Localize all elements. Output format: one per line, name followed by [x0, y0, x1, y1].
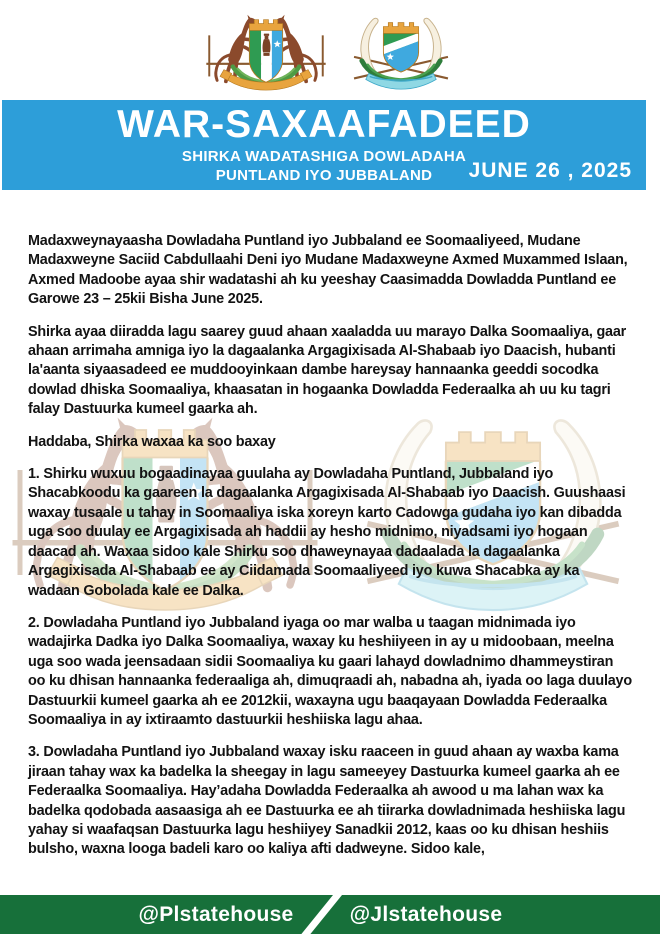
puntland-social-handle: @Plstatehouse — [138, 902, 294, 926]
document-body — [0, 190, 660, 895]
paragraph-focus: Shirka ayaa diiradda lagu saarey guud ahaan xaaladda uu marayo Dalka Soomaaliya, gaar ahaan arrimaha amniga iyo la dagaalanka Argagixisada Al-Shabaab iyo Daacish, hubanti la'aanta siyaasadeed ee muddooyinkaan dambe hareysay hannaanka geeddi socodka dowlad dhiska Soomaaliya, khaasatan in hogaanka Dowladda Federaalka ah uu ku tagri falay Dastuurka kumeel gaarka ah. — [28, 323, 627, 418]
page-title: WAR-SAXAAFADEED — [117, 103, 531, 146]
banner-date: JUNE 26 , 2025 — [468, 159, 632, 182]
paragraph-point-2: 2. Dowladaha Puntland iyo Jubbaland iyaga oo mar walba u taagan midnimada iyo wadajirka Dadka iyo Dalka Soomaaliya, waxay ku heshiiyeen in ay u midoobaan, meelna uga soo wada jeensadaan sidii Soomaaliya ku gaari lahayd dowladnimo dhammeystiran oo ku dhisan hannaanka federaaliga ah, dimuqraadi ah, nabadna ah, iyada oo laga duulayo Dastuurkii kumeel gaarka ah ee 2012kii, waxayna ugu baaqayaan Dowladda Federaalka Soomaaliya in ay ixtiraamto dastuurkii heshiiska lagu ahaa. — [28, 614, 632, 728]
paragraph-point-1: 1. Shirku wuxuu bogaadinayaa guulaha ay Dowladaha Puntland, Jubbaland iyo Shacabkoodu ka gaareen la dagaalanka Argagixisada Al-Shabaab iyo Daacish. Guushaasi waxay tusaale u tahay in Soomaaliya iska xoreyn karto Cadowga gudaha iyo kan dibadda uga soo duulay ee Argagixisada ah haddii ay hesho midnimo, niyadsami iyo hogaan daacad ah. Waxaa sidoo kale Shirku soo dhaweynayaa dadaalada la dagaalanka Argagixisada Al-Shabaab ee ay Ciidamada Soomaaliyeed iyo kuwa Shacabka ay ka wadaan Gobolada kale ee Dalka. — [28, 466, 626, 599]
subtitle-line-2: PUNTLAND IYO JUBBALAND — [215, 167, 433, 184]
footer-bar — [0, 895, 660, 934]
jubbaland-coat-of-arms-icon — [342, 6, 460, 96]
footer-divider — [299, 895, 342, 934]
jubbaland-social-handle: @Jlstatehouse — [349, 902, 503, 926]
paragraph-intro: Madaxweynayaasha Dowladaha Puntland iyo Jubbaland ee Soomaaliyeed, Mudane Madaxweyne Saciid Cabdullaahi Deni iyo Mudane Madaxweyne Axmed Muxammed Islaan, Axmed Madoobe ayaa shir wadatashi ah ku yeeshay Caasimadda Dowladda Puntland ee Garowe 23 – 25kii Bisha June 2025. — [28, 233, 628, 308]
paragraph-lead-in: Haddaba, Shirka waxaa ka soo baxay — [28, 433, 276, 450]
subtitle-line-1: SHIRKA WADATASHIGA DOWLADAHA — [181, 148, 467, 165]
paragraph-list — [0, 190, 660, 895]
puntland-coat-of-arms-icon — [200, 6, 332, 96]
header-emblems — [0, 6, 660, 96]
paragraph-point-3: 3. Dowladaha Puntland iyo Jubbaland waxay isku raaceen in guud ahaan ay waxba kama jiraan tahay wax ka badelka la sheegay in lagu sameeyey Dastuurka kumeel gaarka ah ee Federaalka Soomaaliya. Hay’adaha Dowladda Federaalka ah awood u ma lahan wax ka badelka qodobada aasaasiga ah ee Dastuurka ee ah tiirarka dowladnimada heshiiska lagu yahay si waafaqsan Dastuurka lagu heshiiyey Sanadkii 2012, kaas oo ku dhisan heshiis bulsho, waxna looga badeli karo oo kaliya afti dadweyne. Sidoo kale, — [28, 744, 626, 858]
title-banner — [2, 100, 646, 190]
